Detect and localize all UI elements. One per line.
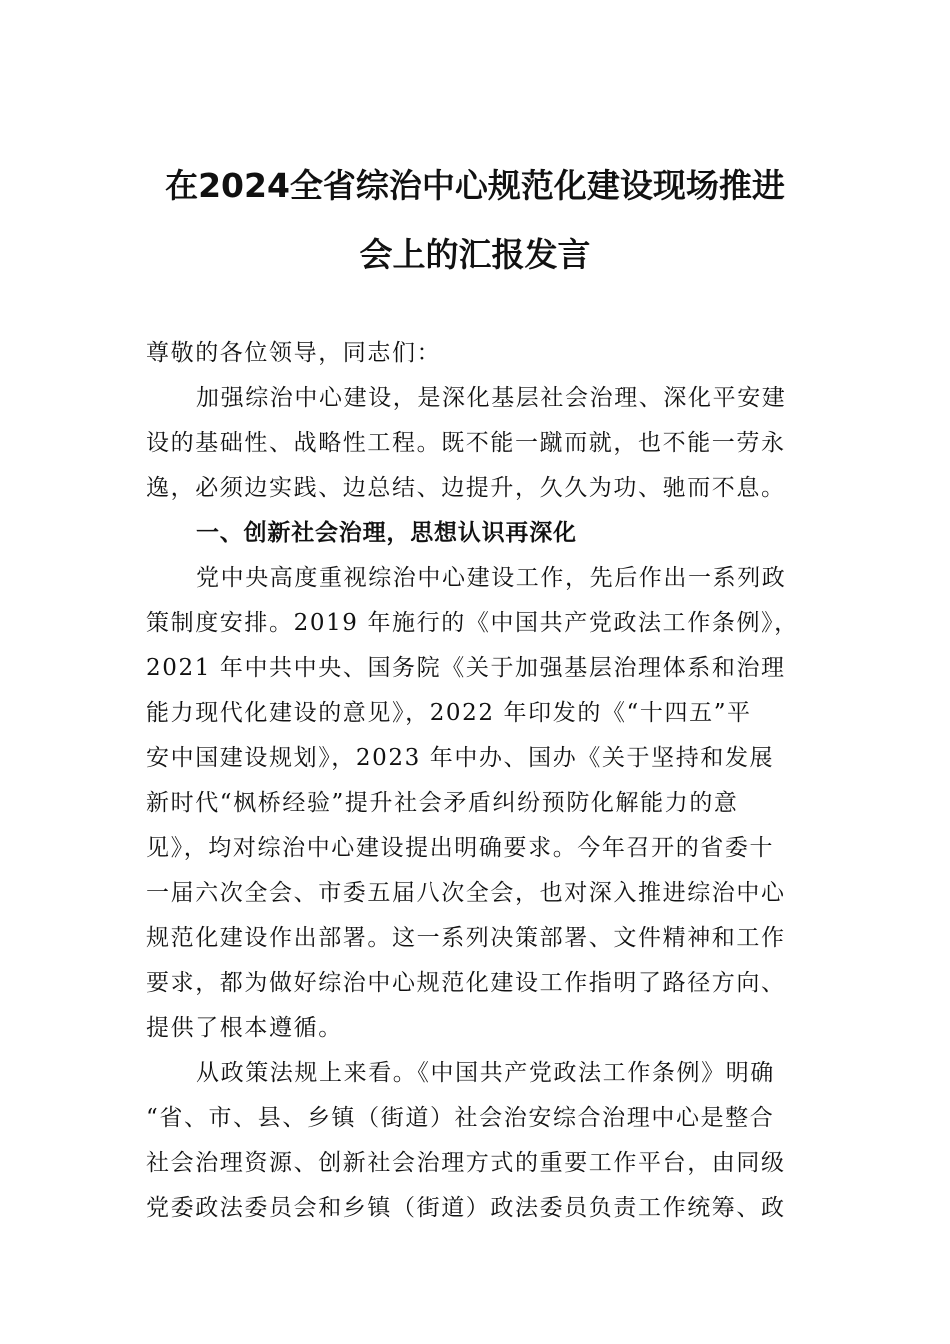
para1-line: 策制度安排。2019 年施行的《中国共产党政法工作条例》， xyxy=(146,610,799,636)
para2-line: 党委政法委员会和乡镇（街道）政法委员负责工作统筹、政 xyxy=(146,1195,786,1221)
para1-line: 2021 年中共中央、国务院《关于加强基层治理体系和治理 xyxy=(146,655,786,681)
para1-line: 要求，都为做好综治中心规范化建设工作指明了路径方向、 xyxy=(146,970,786,996)
para1-line: 新时代“枫桥经验”提升社会矛盾纠纷预防化解能力的意 xyxy=(146,790,739,816)
intro-line: 设的基础性、战略性工程。既不能一蹴而就，也不能一劳永 xyxy=(146,430,786,456)
para1-line: 见》，均对综治中心建设提出明确要求。今年召开的省委十 xyxy=(146,835,775,861)
document-title-line-1: 在2024全省综治中心规范化建设现场推进 xyxy=(165,166,785,205)
para1-line: 能力现代化建设的意见》，2022 年印发的《“十四五”平 xyxy=(146,700,752,726)
intro-line: 加强综治中心建设，是深化基层社会治理、深化平安建 xyxy=(196,385,787,411)
intro-line: 逸，必须边实践、边总结、边提升，久久为功、驰而不息。 xyxy=(146,475,786,501)
para1-line: 一届六次全会、市委五届八次全会，也对深入推进综治中心 xyxy=(146,880,786,906)
salutation: 尊敬的各位领导，同志们： xyxy=(146,340,442,366)
para1-line: 规范化建设作出部署。这一系列决策部署、文件精神和工作 xyxy=(146,925,786,951)
para2-line: 从政策法规上来看。《中国共产党政法工作条例》明确 xyxy=(196,1060,775,1086)
document-title-line-2: 会上的汇报发言 xyxy=(359,235,591,274)
para1-line: 党中央高度重视综治中心建设工作，先后作出一系列政 xyxy=(196,565,787,591)
para2-line: “省、市、县、乡镇（街道）社会治安综合治理中心是整合 xyxy=(146,1105,775,1131)
para1-line: 提供了根本遵循。 xyxy=(146,1015,343,1041)
document-body xyxy=(146,331,846,1231)
para2-line: 社会治理资源、创新社会治理方式的重要工作平台，由同级 xyxy=(146,1150,786,1176)
para1-line: 安中国建设规划》，2023 年中办、国办《关于坚持和发展 xyxy=(146,745,775,771)
section-heading: 一、创新社会治理，思想认识再深化 xyxy=(196,520,577,546)
